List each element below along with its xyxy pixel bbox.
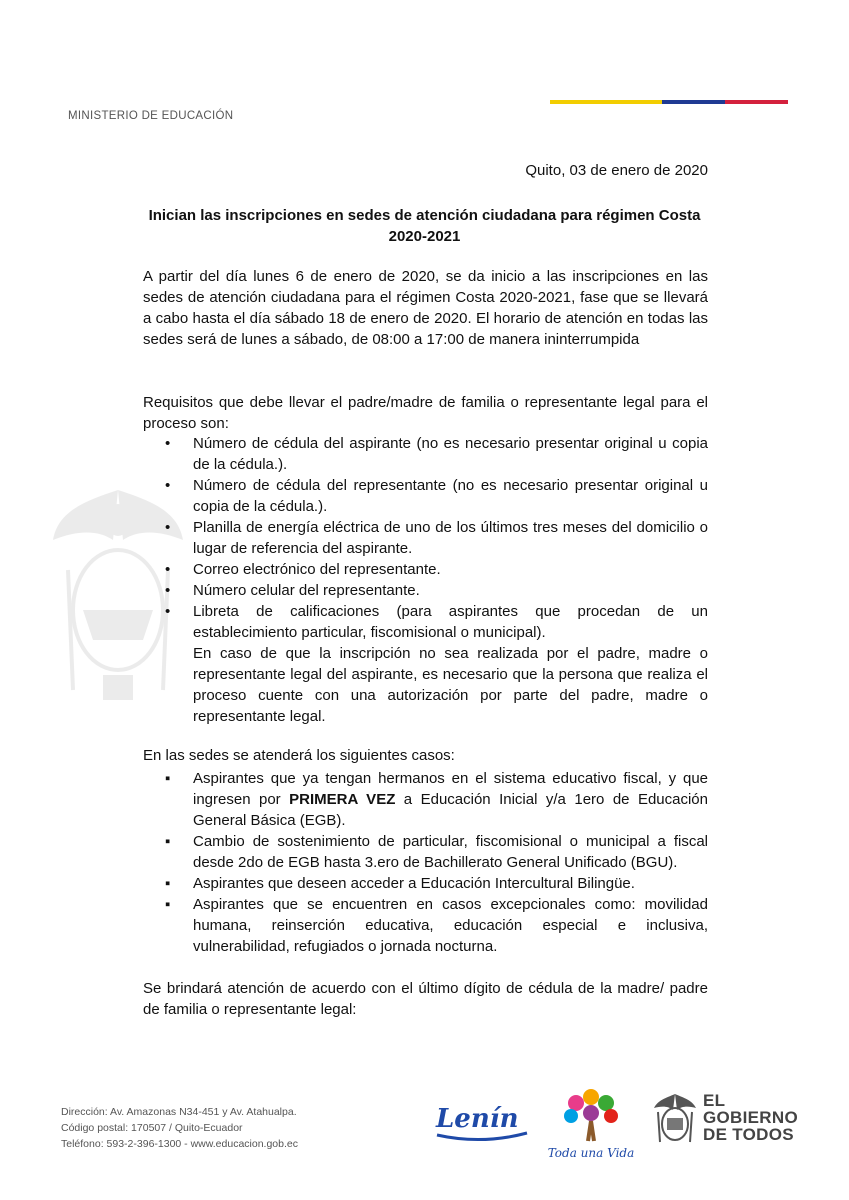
bullet-icon: •: [165, 561, 171, 578]
square-bullet-icon: ▪: [165, 833, 171, 850]
requirements-intro: Requisitos que debe llevar el padre/madre de familia o representante legal para el proceso son:: [143, 394, 708, 432]
square-bullet-icon: ▪: [165, 875, 171, 892]
closing-paragraph: Se brindará atención de acuerdo con el último dígito de cédula de la madre/ padre de familia o representante legal:: [143, 980, 708, 1018]
footer-address: [61, 1104, 298, 1152]
toda-una-vida-text: Toda una Vida: [547, 1146, 635, 1160]
document-date: Quito, 03 de enero de 2020: [525, 162, 708, 179]
list-item: ▪ Aspirantes que deseen acceder a Educación Intercultural Bilingüe.: [165, 875, 635, 892]
flag-blue: [662, 100, 725, 104]
bullet-icon: •: [165, 477, 171, 494]
gobierno-logo-text: EL GOBIERNO DE TODOS: [703, 1091, 798, 1144]
intro-paragraph: A partir del día lunes 6 de enero de 2020, se da inicio a las inscripciones en las sedes de atención ciudadana para el régimen Costa 2020-2021, fase que se llevará a cabo hasta el día sábado 18 de enero de 2020. El horario de atención en todas las sedes será de lunes a sábado, de 08:00 a 17:00 de manera ininterrumpida: [143, 268, 708, 348]
flag-yellow: [550, 100, 662, 104]
title-line-2: 2020-2021: [388, 228, 461, 245]
footer-phone-line: Teléfono: 593-2-396-1300 - www.educacion.gob.ec: [61, 1138, 298, 1150]
square-bullet-icon: ▪: [165, 896, 171, 913]
footer-address-line: Dirección: Av. Amazonas N34-451 y Av. Atahualpa.: [61, 1106, 297, 1118]
list-item: ▪ Aspirantes que ya tengan hermanos en el sistema educativo fiscal, y que ingresen por PRIMERA VEZ a Educación Inicial y/a 1ero de Educación General Básica (EGB).: [165, 770, 708, 829]
requirements-list: [143, 433, 708, 727]
lenin-logo: [432, 1097, 532, 1145]
square-bullet-icon: ▪: [165, 770, 171, 787]
title-line-1: Inician las inscripciones en sedes de atención ciudadana para régimen Costa: [148, 207, 701, 224]
list-item: • Libreta de calificaciones (para aspirantes que procedan de un establecimiento particular, fiscomisional o municipal).: [165, 603, 708, 641]
toda-una-vida-logo: [546, 1083, 636, 1163]
bullet-icon: •: [165, 519, 171, 536]
bullet-icon: •: [165, 603, 171, 620]
government-seal-icon: [652, 1090, 698, 1146]
cases-intro: En las sedes se atenderá los siguientes casos:: [143, 747, 455, 764]
flag-stripe: [550, 100, 788, 104]
list-item: ▪ Cambio de sostenimiento de particular, fiscomisional o municipal a fiscal desde 2do de EGB hasta 3.ero de Bachillerato General Unificado (BGU).: [165, 833, 708, 871]
list-item: • Número de cédula del representante (no es necesario presentar original u copia de la cédula.).: [165, 477, 708, 515]
flag-red: [725, 100, 788, 104]
list-item: • Planilla de energía eléctrica de uno de los últimos tres meses del domicilio o lugar de referencia del aspirante.: [165, 519, 708, 557]
footer-postal-line: Código postal: 170507 / Quito-Ecuador: [61, 1122, 243, 1134]
bullet-icon: •: [165, 435, 171, 452]
document-title: [141, 205, 708, 247]
cases-list: [143, 768, 708, 957]
list-item: • Número de cédula del aspirante (no es necesario presentar original u copia de la cédula.).: [165, 435, 708, 473]
bullet-icon: •: [165, 582, 171, 599]
lenin-logo-text: Lenín: [436, 1104, 519, 1134]
list-item: • Número celular del representante.: [165, 582, 420, 599]
ministry-name: MINISTERIO DE EDUCACIÓN: [68, 110, 234, 122]
list-item: • Correo electrónico del representante.: [165, 561, 441, 578]
requirements-note: En caso de que la inscripción no sea realizada por el padre, madre o representante legal del aspirante, es necesario que la persona que realiza el proceso cuente con una autorización por parte del padre, madre o representante legal.: [193, 645, 708, 725]
list-item: ▪ Aspirantes que se encuentren en casos excepcionales como: movilidad humana, reinserción educativa, educación especial e inclusiva, vulnerabilidad, refugiados o jornada nocturna.: [165, 896, 708, 955]
